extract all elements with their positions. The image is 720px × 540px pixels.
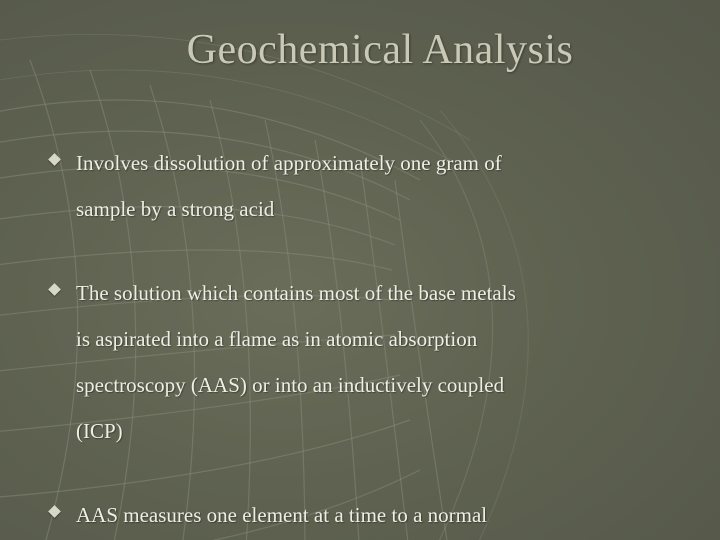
diamond-bullet-icon: [48, 283, 61, 296]
bullet-line: (ICP): [76, 419, 123, 443]
bullet-item: [50, 270, 690, 454]
bullet-line: spectroscopy (AAS) or into an inductively coupled: [76, 373, 505, 397]
bullet-text: [76, 492, 690, 538]
bullet-line: AAS measures one element at a time to a normal: [76, 503, 488, 527]
bullet-line: sample by a strong acid: [76, 197, 275, 221]
bullet-item: [50, 492, 690, 538]
bullet-text: [76, 140, 690, 232]
diamond-bullet-icon: [48, 153, 61, 166]
bullet-text: [76, 270, 690, 454]
bullet-item: [50, 140, 690, 232]
bullet-list: [50, 140, 690, 540]
bullet-line: is aspirated into a flame as in atomic absorption: [76, 327, 478, 351]
diamond-bullet-icon: [48, 505, 61, 518]
bullet-line: The solution which contains most of the base metals: [76, 281, 516, 305]
bullet-line: Involves dissolution of approximately one gram of: [76, 151, 502, 175]
slide-title: Geochemical Analysis: [186, 27, 574, 73]
